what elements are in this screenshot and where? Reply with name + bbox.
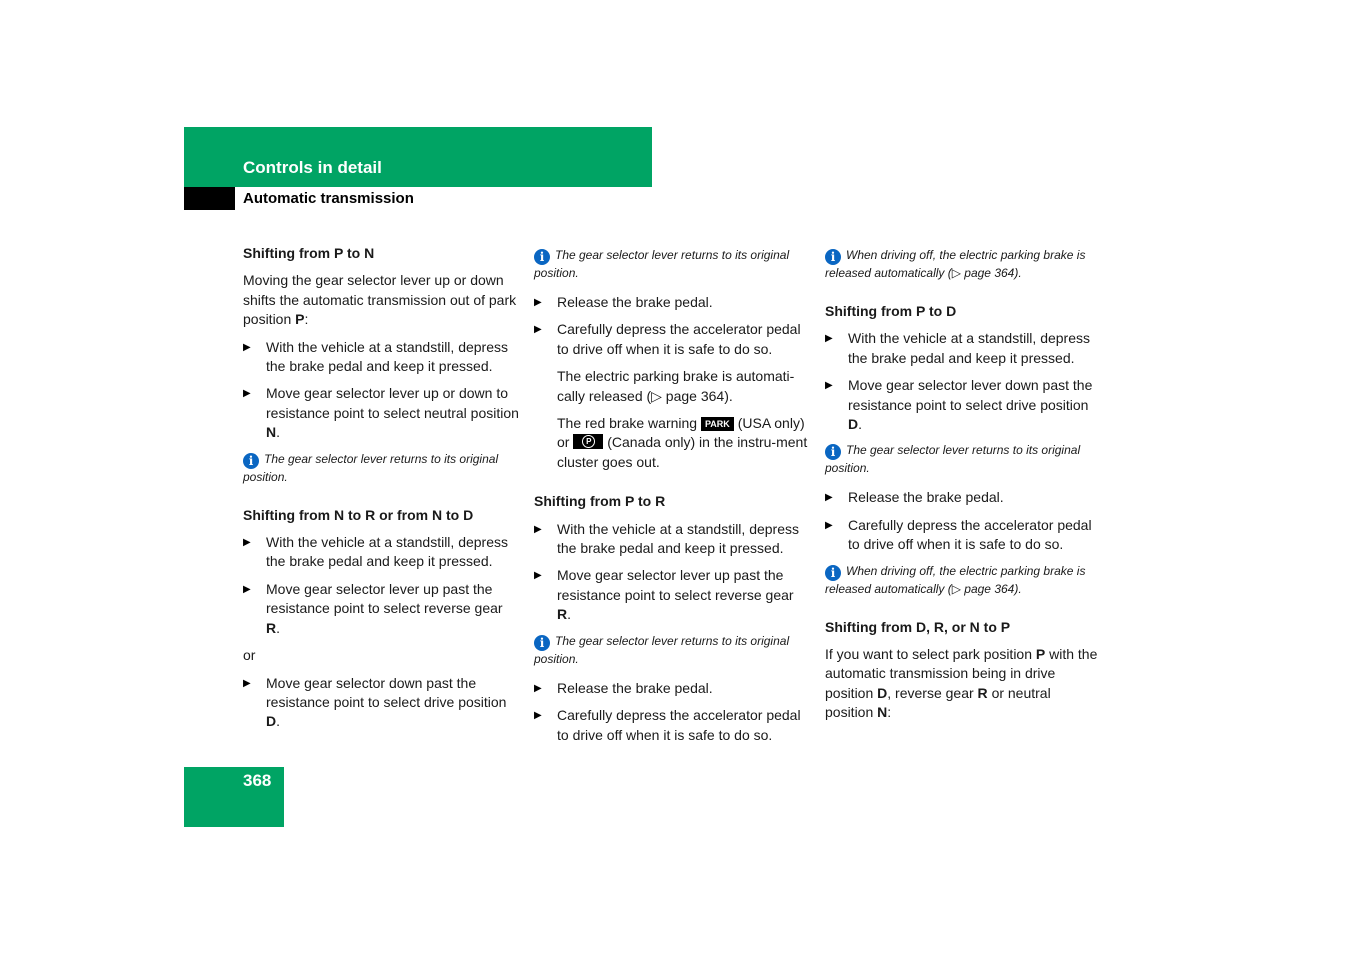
bullet-arrow-icon: ▶ (243, 388, 251, 400)
list-item: ▶ Carefully depress the accelerator pedal to drive off when it is safe to do so. (534, 707, 801, 743)
heading-p-to-n: Shifting from P to N (243, 245, 375, 261)
or-text: or (243, 647, 256, 664)
page-number-box (184, 767, 284, 827)
section-title: Controls in detail (243, 158, 382, 177)
bullet-arrow-icon: ▶ (243, 341, 251, 353)
column-3 (825, 247, 1101, 731)
column-1 (243, 244, 519, 740)
heading-p-to-d: Shifting from P to D (825, 303, 957, 319)
list-item: ▶ Move gear selector lever up or down to resistance point to select neutral position N. (243, 385, 519, 441)
list-item: ▶ Move gear selector lever up past the resistance point to select reverse gear R. (243, 580, 503, 636)
bullet-arrow-icon: ▶ (825, 380, 833, 392)
section-header-bar (184, 127, 652, 187)
bullet-arrow-icon: ▶ (534, 297, 542, 308)
list-item: ▶ Carefully depress the accelerator pedal to drive off when it is safe to do so. (534, 321, 801, 357)
select-park-paragraph: If you want to select park position P with the automatic transmission being in drive position D, reverse gear R or neutral position N: (825, 646, 1098, 721)
info-icon: i (243, 453, 259, 469)
section-tab-marker (184, 187, 235, 210)
list-item: ▶ Carefully depress the accelerator pedal to drive off when it is safe to do so. (825, 516, 1092, 553)
bullet-arrow-icon: ▶ (243, 583, 251, 595)
info-note: i When driving off, the electric parking brake is released automatically (▷ page 364). (825, 563, 1086, 596)
page-number: 368 (243, 771, 272, 790)
parking-brake-release-text: The electric parking brake is automati-cally released (▷ page 364). (557, 368, 795, 404)
bullet-arrow-icon: ▶ (534, 710, 542, 722)
list-item: ▶ With the vehicle at a standstill, depress the brake pedal and keep it pressed. (825, 330, 1091, 366)
heading-p-to-r: Shifting from P to R (534, 493, 666, 510)
info-icon: i (825, 444, 841, 460)
list-item: ▶ Move gear selector lever up past the resistance point to select reverse gear R. (534, 567, 794, 623)
info-note: i The gear selector lever returns to its original position. (534, 248, 790, 280)
bullet-arrow-icon: ▶ (825, 519, 833, 531)
list-item: ▶ With the vehicle at a standstill, depress the brake pedal and keep it pressed. (243, 338, 509, 375)
info-icon: i (825, 565, 841, 581)
bullet-arrow-icon: ▶ (825, 333, 833, 345)
info-note: i The gear selector lever returns to its original position. (825, 443, 1081, 476)
bullet-arrow-icon: ▶ (243, 537, 251, 549)
info-note: i The gear selector lever returns to its original position. (243, 451, 499, 484)
info-note: i The gear selector lever returns to its original position. (534, 633, 790, 666)
info-icon: i (534, 249, 550, 265)
heading-n-to-r-or-d: Shifting from N to R or from N to D (243, 506, 474, 523)
parking-brake-warning-icon (573, 434, 603, 449)
bullet-arrow-icon: ▶ (243, 677, 251, 689)
brake-warning-text: The red brake warning PARK (USA only) or P (Canada only) in the instru-ment cluster goes out. (534, 414, 810, 472)
list-item: ▶ With the vehicle at a standstill, depress the brake pedal and keep it pressed. (534, 520, 800, 557)
list-item: ▶ Release the brake pedal. (825, 488, 1101, 507)
subsection-title: Automatic transmission (243, 190, 414, 207)
intro-paragraph: Moving the gear selector lever up or down shifts the automatic transmission out of park position P: (243, 272, 517, 328)
list-item: ▶ Move gear selector lever down past the resistance point to select drive position D. (825, 377, 1093, 433)
bullet-arrow-icon: ▶ (825, 492, 833, 504)
info-note: i When driving off, the electric parking brake is released automatically (▷ page 364). (825, 248, 1086, 280)
info-icon: i (825, 249, 841, 265)
list-item: ▶ Release the brake pedal. (534, 679, 810, 698)
park-warning-icon: PARK (701, 417, 734, 431)
bullet-arrow-icon: ▶ (534, 570, 542, 582)
bullet-arrow-icon: ▶ (534, 682, 542, 694)
list-item: ▶ Release the brake pedal. (534, 293, 810, 312)
list-item: ▶ With the vehicle at a standstill, depress the brake pedal and keep it pressed. (243, 534, 509, 570)
list-item: ▶ Move gear selector down past the resistance point to select drive position D. (243, 674, 507, 730)
column-2 (534, 247, 810, 753)
bullet-arrow-icon: ▶ (534, 523, 542, 535)
heading-to-p: Shifting from D, R, or N to P (825, 618, 1011, 635)
bullet-arrow-icon: ▶ (534, 324, 542, 336)
info-icon: i (534, 635, 550, 651)
